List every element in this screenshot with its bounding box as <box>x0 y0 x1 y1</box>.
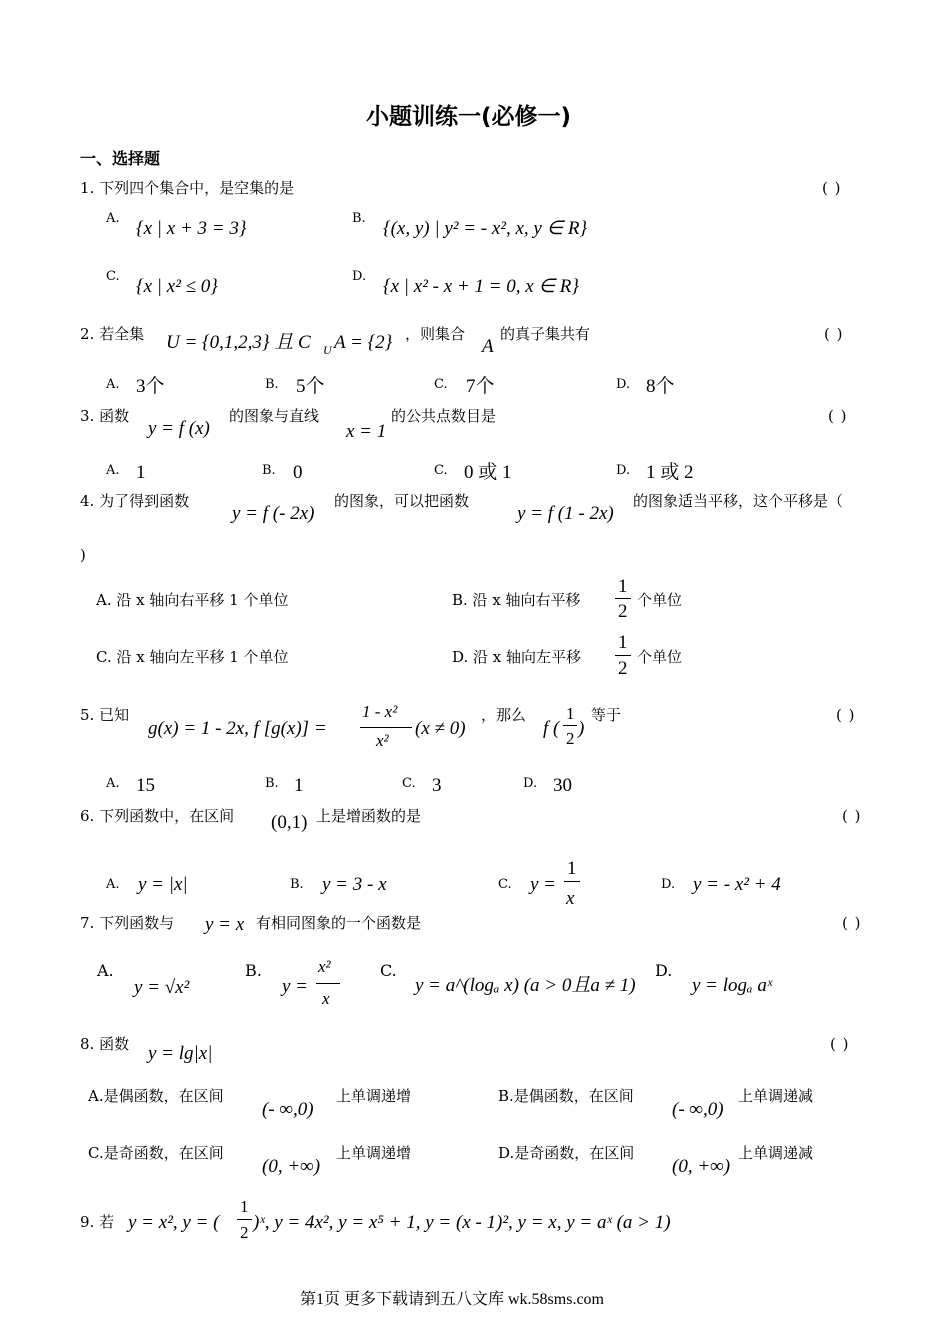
question-stem: ，那么 <box>481 706 527 724</box>
option-d: 1 或 2 <box>646 462 694 483</box>
fraction-bar <box>360 727 412 728</box>
question-stem: 3. 函数 <box>80 407 130 425</box>
option-label: C. <box>402 776 416 791</box>
answer-paren: ( ) <box>842 914 862 932</box>
option-b-tail: 上单调递减 <box>738 1087 814 1105</box>
option-b: {(x, y) | y² = - x², x, y ∈ R} <box>383 218 588 239</box>
fraction-denominator: x <box>322 989 330 1008</box>
option-d-tail: 上单调递减 <box>738 1144 814 1162</box>
question-stem: 的真子集共有 <box>500 325 591 343</box>
option-b-text: B. 沿 x 轴向右平移 <box>452 591 581 609</box>
fraction-numerator: 1 <box>618 576 628 597</box>
option-label: A. <box>106 377 120 392</box>
formula: (0,1) <box>271 812 308 833</box>
fraction-bar <box>564 881 580 882</box>
option-label: D. <box>616 377 631 392</box>
option-a-interval: (- ∞,0) <box>262 1099 314 1120</box>
fraction-bar <box>237 1219 252 1220</box>
option-label: B. <box>352 211 366 226</box>
fraction-denominator: x² <box>376 731 389 750</box>
option-label: A. <box>106 877 120 892</box>
fraction-bar <box>316 983 340 984</box>
formula: y = f (- 2x) <box>232 503 315 524</box>
question-stem: 的图象，可以把函数 <box>334 492 470 510</box>
formula: U = {0,1,2,3} 且 C <box>166 332 311 353</box>
page-footer: 第1页 更多下载请到五八文库 wk.58sms.com <box>300 1291 605 1308</box>
question-stem: 的图象与直线 <box>229 407 320 425</box>
option-label: D. <box>523 776 538 791</box>
fraction-denominator: 2 <box>240 1223 249 1242</box>
option-d: y = - x² + 4 <box>693 874 781 895</box>
formula: (x ≠ 0) <box>415 718 466 739</box>
fraction-bar <box>615 598 631 599</box>
formula: )ˣ, y = 4x², y = x⁵ + 1, y = (x - 1)², y = x, y = aˣ (a > 1) <box>253 1212 671 1233</box>
option-label: A. <box>97 961 114 980</box>
formula: ) <box>578 718 585 739</box>
option-a-text: A.是偶函数，在区间 <box>88 1087 224 1105</box>
question-stem: 等于 <box>591 706 622 724</box>
option-c: {x | x² ≤ 0} <box>136 276 218 297</box>
answer-paren: ( ) <box>824 325 844 343</box>
formula: x = 1 <box>346 421 387 442</box>
option-c: 7个 <box>466 376 495 397</box>
formula: y = lg|x| <box>148 1043 213 1064</box>
formula: f ( <box>543 718 560 739</box>
question-stem: 有相同图象的一个函数是 <box>256 914 422 932</box>
question-stem: 8. 函数 <box>80 1035 130 1053</box>
formula: A = {2} <box>334 332 393 353</box>
option-a: {x | x + 3 = 3} <box>136 218 247 239</box>
option-label: C. <box>434 377 448 392</box>
option-a: 1 <box>136 462 146 483</box>
option-d: 30 <box>553 775 572 796</box>
option-label: B. <box>262 463 276 478</box>
page-title: 小题训练一(必修一) <box>366 104 572 130</box>
question-stem: 7. 下列函数与 <box>80 914 175 932</box>
option-label: C. <box>498 877 512 892</box>
option-a: y = √x² <box>134 977 190 998</box>
option-label: A. <box>106 463 120 478</box>
option-c: y = a^(logₐ x) (a > 0且a ≠ 1) <box>415 975 636 996</box>
option-label: A. <box>106 211 120 226</box>
question-stem: 的公共点数目是 <box>391 407 497 425</box>
option-b: 5个 <box>296 376 325 397</box>
answer-paren: ( ) <box>830 1035 850 1053</box>
question-stem: 9. 若 <box>80 1213 115 1231</box>
question-stem: ，则集合 <box>405 325 466 343</box>
option-c: 3 <box>432 775 442 796</box>
answer-paren: ( ) <box>842 807 862 825</box>
formula: y = f (1 - 2x) <box>517 503 614 524</box>
fraction-numerator: 1 - x² <box>362 702 398 721</box>
option-a: 15 <box>136 775 155 796</box>
option-label: B. <box>265 377 279 392</box>
option-d: y = logₐ aˣ <box>692 975 773 996</box>
formula: g(x) = 1 - 2x, f [g(x)] = <box>148 718 327 739</box>
answer-paren: ( ) <box>836 706 856 724</box>
option-label: C. <box>434 463 448 478</box>
fraction-bar <box>563 725 577 726</box>
option-b: 0 <box>293 462 303 483</box>
option-b-interval: (- ∞,0) <box>672 1099 724 1120</box>
question-stem: 的图象适当平移，这个平移是（ <box>633 492 844 510</box>
formula: y = f (x) <box>148 418 210 439</box>
question-stem: 6. 下列函数中，在区间 <box>80 807 235 825</box>
fraction-bar <box>615 655 631 656</box>
option-c-interval: (0, +∞) <box>262 1156 321 1177</box>
formula: y = x <box>205 914 245 935</box>
option-label: D. <box>352 269 367 284</box>
option-b: y = 3 - x <box>322 874 387 895</box>
fraction-denominator: x <box>566 888 575 909</box>
question-stem: 上是增函数的是 <box>316 807 422 825</box>
option-c: 0 或 1 <box>464 462 512 483</box>
fraction-numerator: 1 <box>567 858 577 879</box>
option-c: C. 沿 x 轴向左平移 1 个单位 <box>96 648 289 666</box>
fraction-numerator: x² <box>318 957 331 976</box>
question-stem: 4. 为了得到函数 <box>80 492 190 510</box>
option-b-text: B.是偶函数，在区间 <box>498 1087 634 1105</box>
option-c: y = <box>530 874 557 895</box>
option-a: y = |x| <box>138 874 188 895</box>
option-label: D. <box>661 877 676 892</box>
question-stem: 2. 若全集 <box>80 325 145 343</box>
option-b-unit: 个单位 <box>637 591 683 609</box>
option-label: A. <box>106 776 120 791</box>
fraction-denominator: 2 <box>618 658 628 679</box>
option-label: B. <box>245 961 262 980</box>
option-d-unit: 个单位 <box>637 648 683 666</box>
option-a: 3个 <box>136 376 165 397</box>
option-d: {x | x² - x + 1 = 0, x ∈ R} <box>383 276 579 297</box>
option-a-tail: 上单调递增 <box>336 1087 412 1105</box>
fraction-numerator: 1 <box>240 1197 249 1216</box>
option-a: A. 沿 x 轴向右平移 1 个单位 <box>96 591 289 609</box>
option-label: D. <box>655 961 673 980</box>
question-stem: 5. 已知 <box>80 706 130 724</box>
formula-subscript: U <box>323 343 332 357</box>
option-label: B. <box>290 877 304 892</box>
option-b: 1 <box>294 775 304 796</box>
option-d-text: D.是奇函数，在区间 <box>498 1144 635 1162</box>
formula: A <box>482 336 494 357</box>
option-b: y = <box>282 976 309 997</box>
section-heading: 一、选择题 <box>80 149 161 168</box>
option-c-text: C.是奇函数，在区间 <box>88 1144 224 1162</box>
formula: y = x², y = ( <box>128 1212 220 1233</box>
answer-paren: ( ) <box>828 407 848 425</box>
option-c-tail: 上单调递增 <box>336 1144 412 1162</box>
option-label: D. <box>616 463 631 478</box>
fraction-numerator: 1 <box>618 632 628 653</box>
option-d-interval: (0, +∞) <box>672 1156 731 1177</box>
fraction-numerator: 1 <box>566 704 575 723</box>
fraction-denominator: 2 <box>618 601 628 622</box>
option-label: C. <box>106 269 120 284</box>
question-stem: 1. 下列四个集合中，是空集的是 <box>80 179 295 197</box>
answer-paren: ( ) <box>822 179 842 197</box>
option-d: 8个 <box>646 376 675 397</box>
option-label: B. <box>265 776 279 791</box>
question-stem-cont: ) <box>80 546 86 564</box>
option-d-text: D. 沿 x 轴向左平移 <box>452 648 582 666</box>
fraction-denominator: 2 <box>566 729 575 748</box>
option-label: C. <box>380 961 397 980</box>
